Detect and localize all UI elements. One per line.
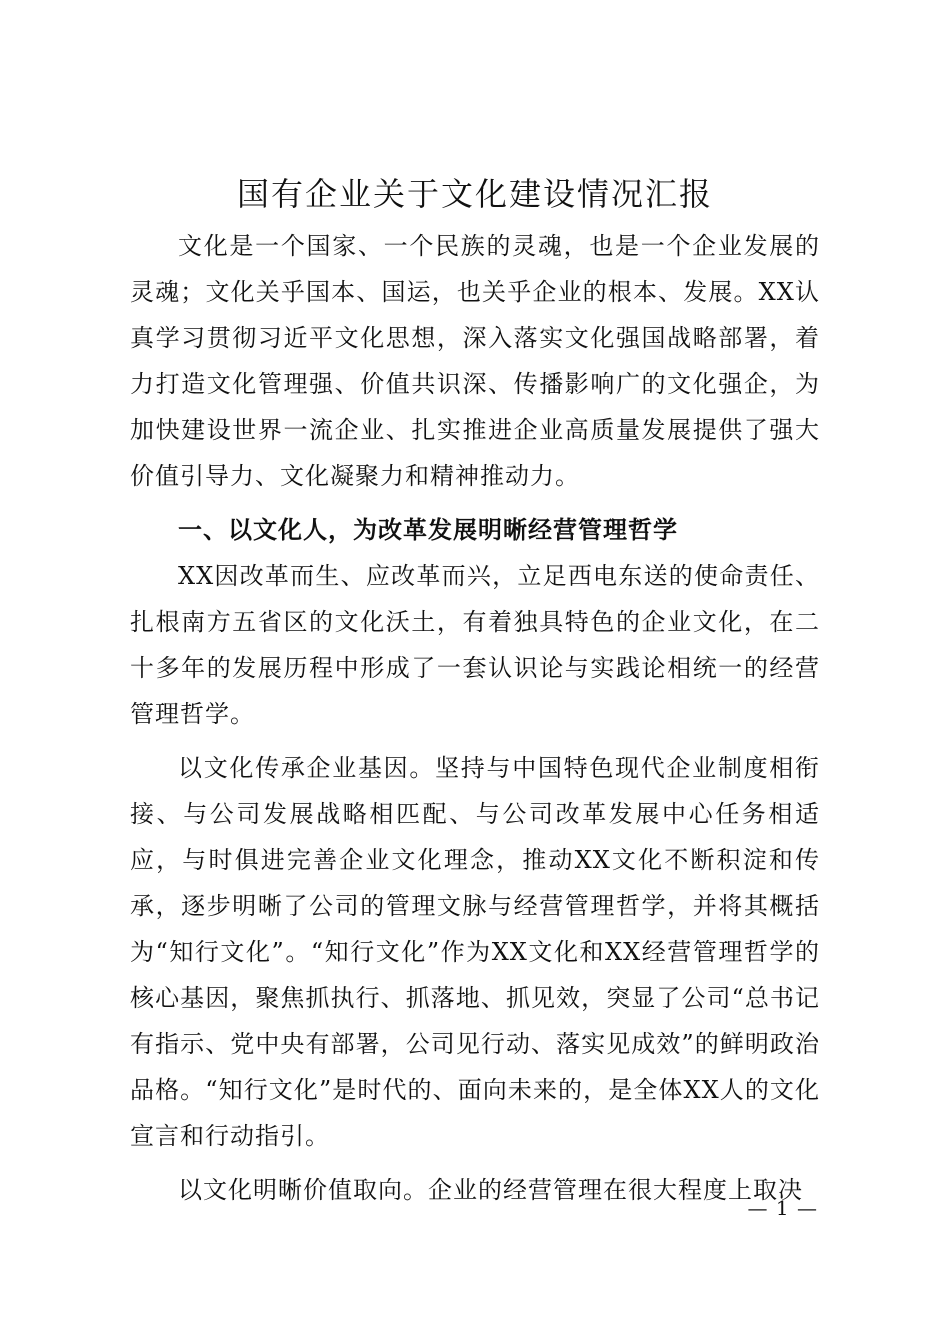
section-heading-1: 一、以文化人，为改革发展明晰经营管理哲学	[178, 516, 678, 544]
value-orientation-paragraph: 以文化明晰价值取向。企业的经营管理在很大程度上取决	[178, 1176, 803, 1204]
culture-heritage-paragraph: 以文化传承企业基因。坚持与中国特色现代企业制度相衔接、与公司发展战略相匹配、与公司改革发展中心任务相适应，与时俱进完善企业文化理念，推动XX文化不断积淀和传承，逐步明晰了公司的管理文脉与经营管理哲学，并将其概括为“知行文化”。“知行文化”作为XX文化和XX经营管理哲学的核心基因，聚焦抓执行、抓落地、抓见效，突显了公司“总书记有指示、党中央有部署，公司见行动、落实见成效”的鲜明政治品格。“知行文化”是时代的、面向未来的，是全体XX人的文化宣言和行动指引。	[130, 754, 820, 1150]
document-body	[130, 223, 820, 1213]
document-title: 国有企业关于文化建设情况汇报	[236, 175, 713, 213]
page-number: — 1 —	[747, 1196, 818, 1220]
paragraph-gap	[130, 1159, 820, 1167]
paragraph-gap	[130, 499, 820, 507]
paragraph-gap	[130, 737, 820, 745]
section-1-paragraph: XX因改革而生、应改革而兴，立足西电东送的使命责任、扎根南方五省区的文化沃土，有着独具特色的企业文化，在二十多年的发展历程中形成了一套认识论与实践论相统一的经营管理哲学。	[130, 562, 820, 728]
intro-paragraph: 文化是一个国家、一个民族的灵魂，也是一个企业发展的灵魂；文化关乎国本、国运，也关乎企业的根本、发展。XX认真学习贯彻习近平文化思想，深入落实文化强国战略部署，着力打造文化管理强、价值共识深、传播影响广的文化强企，为加快建设世界一流企业、扎实推进企业高质量发展提供了强大价值引导力、文化凝聚力和精神推动力。	[130, 232, 820, 490]
